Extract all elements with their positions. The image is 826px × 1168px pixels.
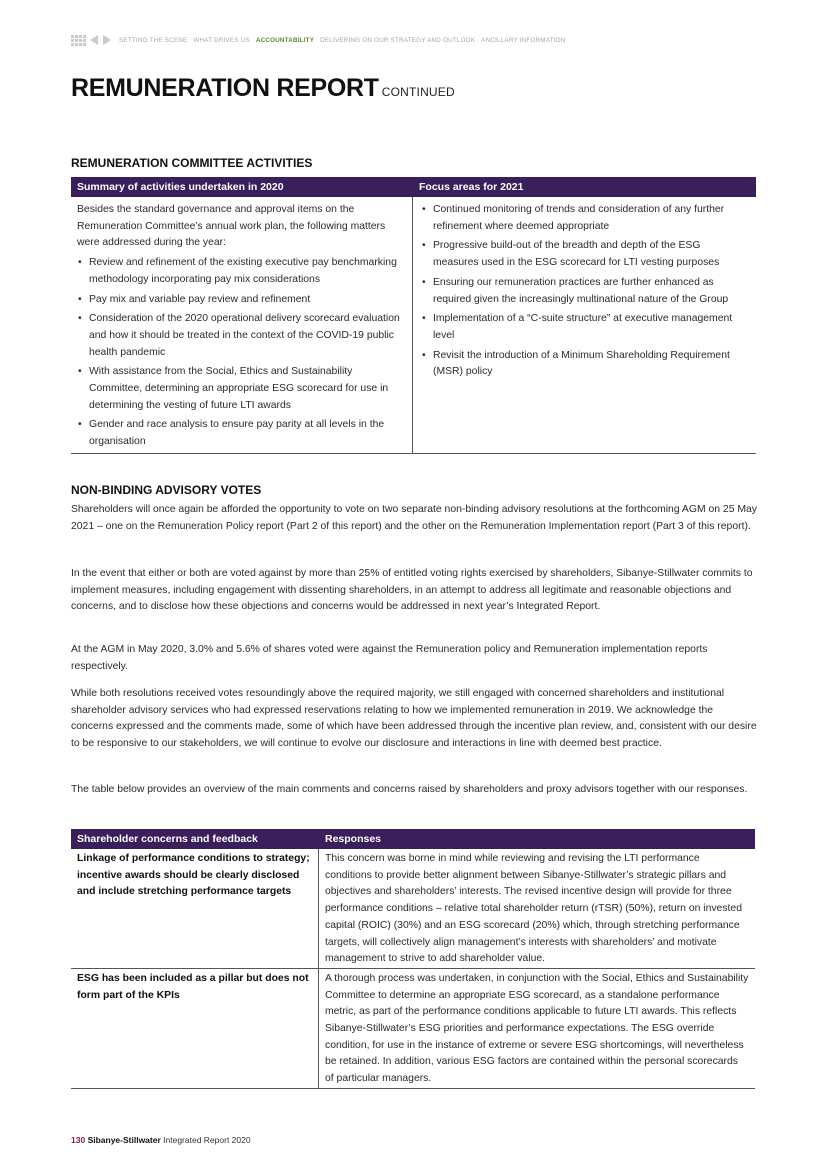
list-item: • Consideration of the 2020 operational delivery scorecard evaluation and how it should be treated in the context of the COVID-19 public health pandemic	[77, 311, 406, 361]
votes-paragraph: In the event that either or both are voted against by more than 25% of entitled voting rights exercised by shareholders, Sibanye-Stillwater commits to implement measures, including engagement with dissenting shareholders, in an attempt to address all legitimate and reasonable objections and concerns, and to disclose how these objections and concerns would be addressed in next year’s Integrated Report.	[71, 568, 753, 613]
nav-what-drives-us[interactable]: WHAT DRIVES US	[193, 36, 250, 44]
list-item: • Revisit the introduction of a Minimum Shareholding Requirement (MSR) policy	[421, 348, 748, 381]
list-item: • Review and refinement of the existing executive pay benchmarking methodology incorporating pay mix considerations	[77, 255, 406, 288]
table-header	[71, 177, 756, 197]
votes-paragraph: At the AGM in May 2020, 3.0% and 5.6% of shares voted were against the Remuneration policy and Remuneration implementation reports respectively.	[71, 644, 708, 672]
nav-delivering-on-strategy[interactable]: DELIVERING ON OUR STRATEGY AND OUTLOOK	[320, 36, 476, 44]
response-cell: This concern was borne in mind while reviewing and revising the LTI performance conditions to provide better alignment between Sibanye-Stillwater’s strategic pillars and objectives and shareholders’ interests. The revised incentive design will provide for three performance conditions – relative total shareholder return (rTSR) (50%), return on invested capital (ROIC) (30%) and an ESG scorecard (20%) which, through stretching performance targets, will collectively align management’s interests with shareholders’ and motivate management to strive to add shareholder value.	[325, 853, 742, 965]
list-item: • With assistance from the Social, Ethics and Sustainability Committee, determining an appropriate ESG scorecard for use in determining the vesting of future LTI awards	[77, 364, 406, 414]
header-focus: Focus areas for 2021	[419, 181, 524, 193]
table-row	[71, 849, 755, 969]
list-item: • Pay mix and variable pay review and refinement	[77, 292, 406, 309]
response-cell: A thorough process was undertaken, in conjunction with the Social, Ethics and Sustainability Committee to determine an appropriate ESG scorecard, as a standalone performance metric, as part of the performance conditions applicable to future LTI awards. This reflects Sibanye-Stillwater’s ESG priorities and performance expectations. The ESG override condition, for use in the instance of extreme or severe ESG shortcomings, will nevertheless be retained. In addition, various ESG factors are contained within the personal scorecards of particular managers.	[325, 972, 749, 1085]
table-row	[71, 969, 755, 1089]
list-item: • Implementation of a “C-suite structure” at executive management level	[421, 311, 748, 344]
header-concerns: Shareholder concerns and feedback	[77, 833, 258, 845]
page-title-sub: CONTINUED	[381, 85, 455, 99]
table-header	[71, 829, 755, 849]
footer-company: Sibanye-Stillwater	[87, 1135, 161, 1145]
nav-accountability[interactable]: ACCOUNTABILITY	[255, 36, 315, 44]
list-item: • Ensuring our remuneration practices are further enhanced as required given the increasingly multinational nature of the Group	[421, 275, 748, 308]
votes-paragraph: Shareholders will once again be afforded the opportunity to vote on two separate non-binding advisory resolutions at the forthcoming AGM on 25 May 2021 – one on the Remuneration Policy report (Part 2 of this report) and the other on the Remuneration Implementation report (Part 3 of this report).	[71, 504, 758, 532]
shareholder-concerns-table	[71, 829, 755, 1089]
footer-document: Integrated Report 2020	[163, 1135, 251, 1145]
page-number: 130	[71, 1135, 86, 1145]
page-footer	[71, 1135, 251, 1145]
committee-heading: REMUNERATION COMMITTEE ACTIVITIES	[71, 156, 313, 170]
list-item: • Gender and race analysis to ensure pay parity at all levels in the organisation	[77, 417, 406, 450]
activities-intro: Besides the standard governance and approval items on the Remuneration Committee’s annual work plan, the following matters were addressed during the year:	[77, 204, 386, 249]
list-item: • Progressive build-out of the breadth and depth of the ESG measures used in the ESG scorecard for LTI vesting purposes	[421, 238, 748, 271]
focus-column	[413, 197, 756, 453]
nav-ancillary-information[interactable]: ANCILLARY INFORMATION	[481, 36, 566, 44]
nav-setting-the-scene[interactable]: SETTING THE SCENE	[119, 36, 188, 44]
section-navigation	[71, 33, 572, 47]
menu-grid-icon[interactable]	[71, 35, 86, 46]
concern-cell: ESG has been included as a pillar but does not form part of the KPIs	[71, 969, 319, 1088]
activities-column	[71, 197, 413, 453]
page-title-main: REMUNERATION REPORT	[71, 74, 379, 102]
next-page-icon[interactable]	[103, 35, 111, 45]
header-responses: Responses	[325, 833, 382, 845]
previous-page-icon[interactable]	[90, 35, 98, 45]
votes-heading: NON-BINDING ADVISORY VOTES	[71, 483, 262, 497]
concern-cell: Linkage of performance conditions to strategy; incentive awards should be clearly disclosed and include stretching performance targets	[71, 849, 319, 968]
page-title	[71, 74, 455, 103]
committee-activities-table	[71, 177, 756, 454]
header-summary: Summary of activities undertaken in 2020	[77, 181, 284, 193]
votes-paragraph: The table below provides an overview of the main comments and concerns raised by shareholders and proxy advisors together with our responses.	[71, 784, 748, 795]
votes-paragraph: While both resolutions received votes resoundingly above the required majority, we still engaged with concerned shareholders and institutional shareholder advisory services who had expressed reservations relating to how we implemented remuneration in 2019. We acknowledge the concerns expressed and the comments made, some of which have been addressed through the incentive plan review, and, consistent with our desire to be responsive to our stakeholders, we will continue to evolve our disclosure and interactions in line with deemed best practice.	[71, 688, 757, 750]
list-item: • Continued monitoring of trends and consideration of any further refinement where deemed appropriate	[421, 202, 748, 235]
